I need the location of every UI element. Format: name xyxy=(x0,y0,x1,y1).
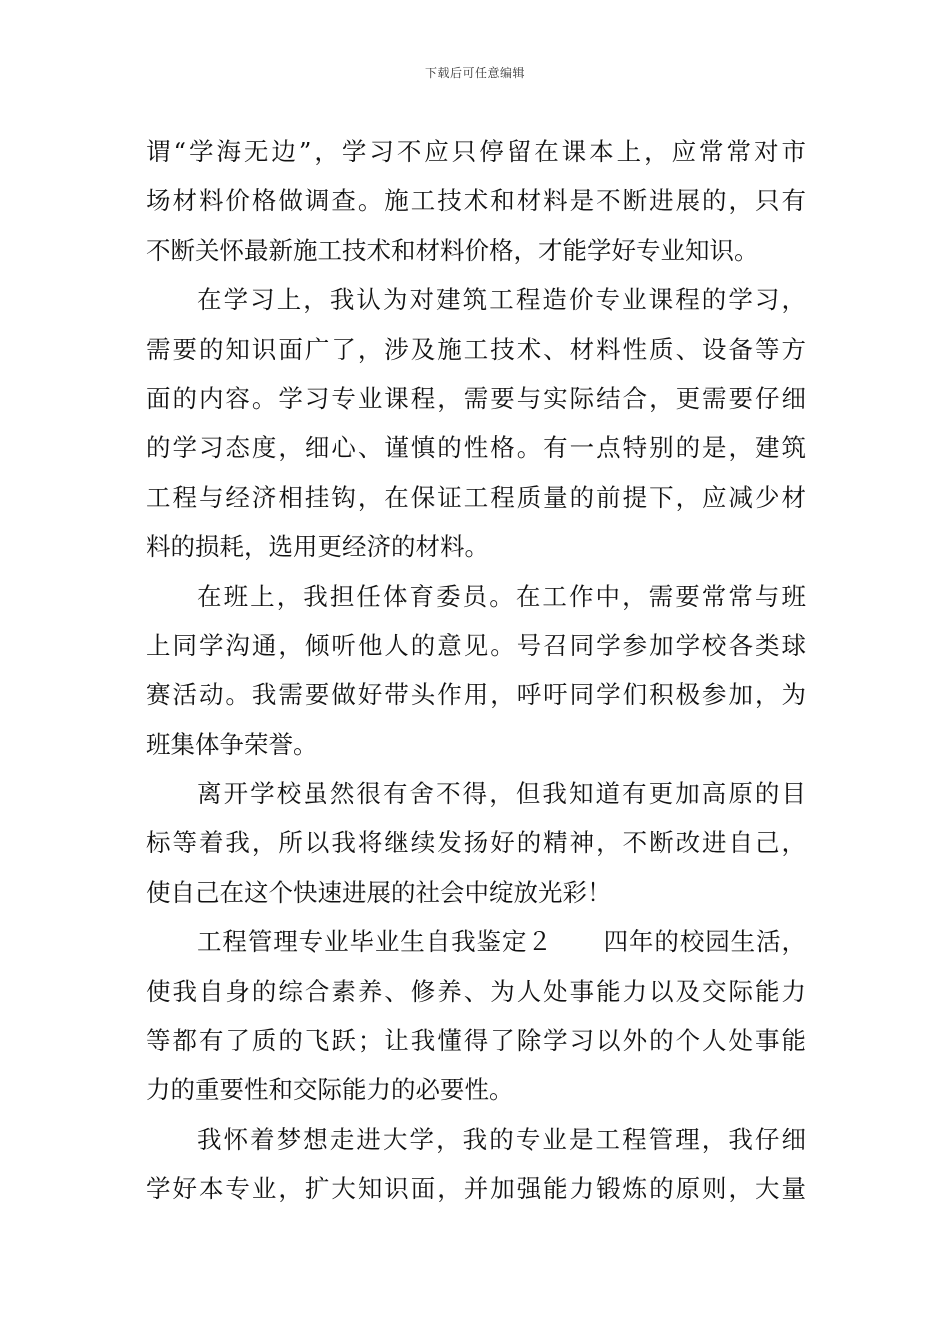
text-line: 工程管理专业毕业生自我鉴定２ 四年的校园生活， xyxy=(197,927,806,957)
text-line: 需要的知识面广了，涉及施工技术、材料性质、设备等方 xyxy=(146,334,806,364)
text-line: 使自己在这个快速进展的社会中绽放光彩！ xyxy=(146,877,612,907)
text-line: 我怀着梦想走进大学，我的专业是工程管理，我仔细 xyxy=(197,1124,806,1154)
text-line: 面的内容。学习专业课程，需要与实际结合，更需要仔细 xyxy=(146,383,806,413)
text-line: 赛活动。我需要做好带头作用，呼吁同学们积极参加，为 xyxy=(146,680,806,710)
text-line: 料的损耗，选用更经济的材料。 xyxy=(146,532,489,562)
text-line: 谓“学海无边”，学习不应只停留在课本上，应常常对市 xyxy=(146,137,806,166)
text-line: 上同学沟通，倾听他人的意见。号召同学参加学校各类球 xyxy=(146,630,806,660)
text-line: 使我自身的综合素养、修养、为人处事能力以及交际能力 xyxy=(146,976,806,1006)
text-line: 的学习态度，细心、谨慎的性格。有一点特别的是，建筑 xyxy=(146,433,806,463)
text-line: 在学习上，我认为对建筑工程造价专业课程的学习， xyxy=(197,285,806,315)
text-line: 力的重要性和交际能力的必要性。 xyxy=(146,1075,514,1105)
text-line: 场材料价格做调查。施工技术和材料是不断进展的，只有 xyxy=(146,186,806,216)
text-line: 等都有了质的飞跃；让我懂得了除学习以外的个人处事能 xyxy=(146,1026,806,1056)
header-note: 下载后可任意编辑 xyxy=(424,66,525,80)
text-line: 工程与经济相挂钩，在保证工程质量的前提下，应减少材 xyxy=(146,482,806,512)
text-line: 班集体争荣誉。 xyxy=(146,729,318,759)
text-line: 在班上，我担任体育委员。在工作中，需要常常与班 xyxy=(197,581,806,611)
text-line: 离开学校虽然很有舍不得，但我知道有更加高原的目 xyxy=(197,779,806,809)
document-body xyxy=(146,127,806,1214)
text-line: 标等着我，所以我将继续发扬好的精神，不断改进自己， xyxy=(146,828,806,858)
text-line: 不断关怀最新施工技术和材料价格，才能学好专业知识。 xyxy=(146,235,759,265)
text-line: 学好本专业，扩大知识面，并加强能力锻炼的原则，大量 xyxy=(146,1174,806,1204)
